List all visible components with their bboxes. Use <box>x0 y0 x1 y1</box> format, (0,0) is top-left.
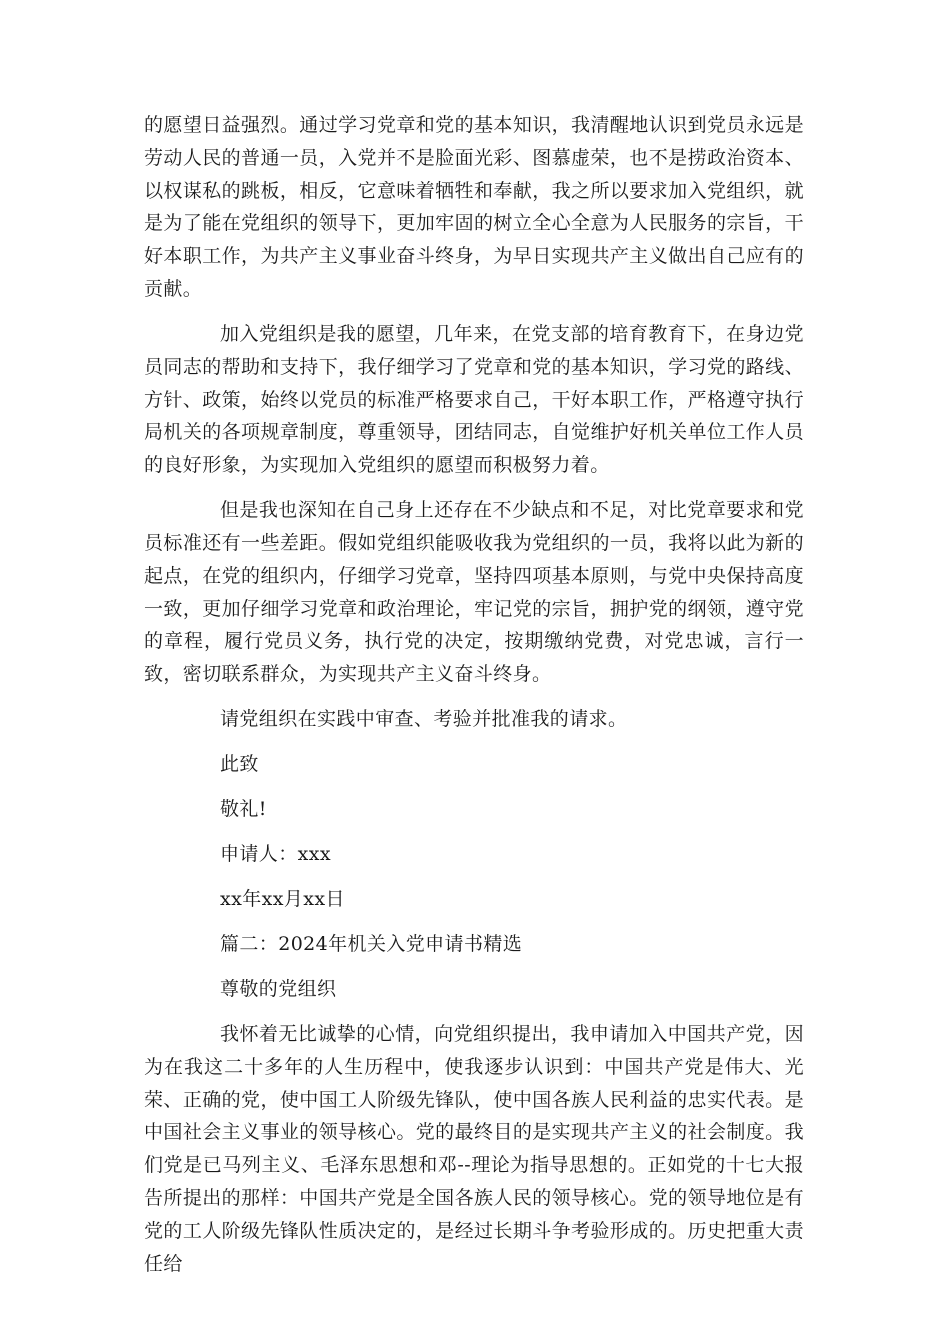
application-date: xx年xx月xx日 <box>220 888 345 911</box>
section-title: 篇二：2024年机关入党申请书精选 <box>220 933 523 956</box>
request-line: 请党组织在实践中审查、考验并批准我的请求。 <box>220 708 628 731</box>
closing-salutation: 此致 <box>220 753 259 776</box>
applicant-signature: 申请人：xxx <box>220 843 331 866</box>
paragraph-aspiration: 加入党组织是我的愿望，几年来，在党支部的培育教育下，在身边党员同志的帮助和支持下，我仔细学习了党章和党的基本知识，学习党的路线、方针、政策，始终以党员的标准严格要求自己，干好本职工作，严格遵守执行局机关的各项规章制度，尊重领导，团结同志，自觉维护好机关单位工作人员的良好形象，为实现加入党组织的愿望而积极努力着。 <box>144 322 804 477</box>
closing-regards: 敬礼! <box>220 798 267 821</box>
document-body <box>144 109 804 1293</box>
salutation: 尊敬的党组织 <box>220 978 337 1001</box>
paragraph-body: 我怀着无比诚挚的心情，向党组织提出，我申请加入中国共产党，因为在我这二十多年的人生历程中，使我逐步认识到：中国共产党是伟大、光荣、正确的党，使中国工人阶级先锋队，使中国各族人民利益的忠实代表。是中国社会主义事业的领导核心。党的最终目的是实现共产主义的社会制度。我们党是已马列主义、毛泽东思想和邓--理论为指导思想的。正如党的十七大报告所提出的那样：中国共产党是全国各族人民的领导核心。党的领导地位是有党的工人阶级先锋队性质决定的，是经过长期斗争考验形成的。历史把重大责任给 <box>144 1023 804 1275</box>
paragraph-continued: 的愿望日益强烈。通过学习党章和党的基本知识，我清醒地认识到党员永远是劳动人民的普通一员，入党并不是脸面光彩、图慕虚荣，也不是捞政治资本、以权谋私的跳板，相反，它意味着牺牲和奉献，我之所以要求加入党组织，就是为了能在党组织的领导下，更加牢固的树立全心全意为人民服务的宗旨，干好本职工作，为共产主义事业奋斗终身，为早日实现共产主义做出自己应有的贡献。 <box>144 114 804 300</box>
paragraph-shortcomings: 但是我也深知在自己身上还存在不少缺点和不足，对比党章要求和党员标准还有一些差距。假如党组织能吸收我为党组织的一员，我将以此为新的起点，在党的组织内，仔细学习党章，坚持四项基本原则，与党中央保持高度一致，更加仔细学习党章和政治理论，牢记党的宗旨，拥护党的纲领，遵守党的章程，履行党员义务，执行党的决定，按期缴纳党费，对党忠诚，言行一致，密切联系群众，为实现共产主义奋斗终身。 <box>144 499 804 686</box>
